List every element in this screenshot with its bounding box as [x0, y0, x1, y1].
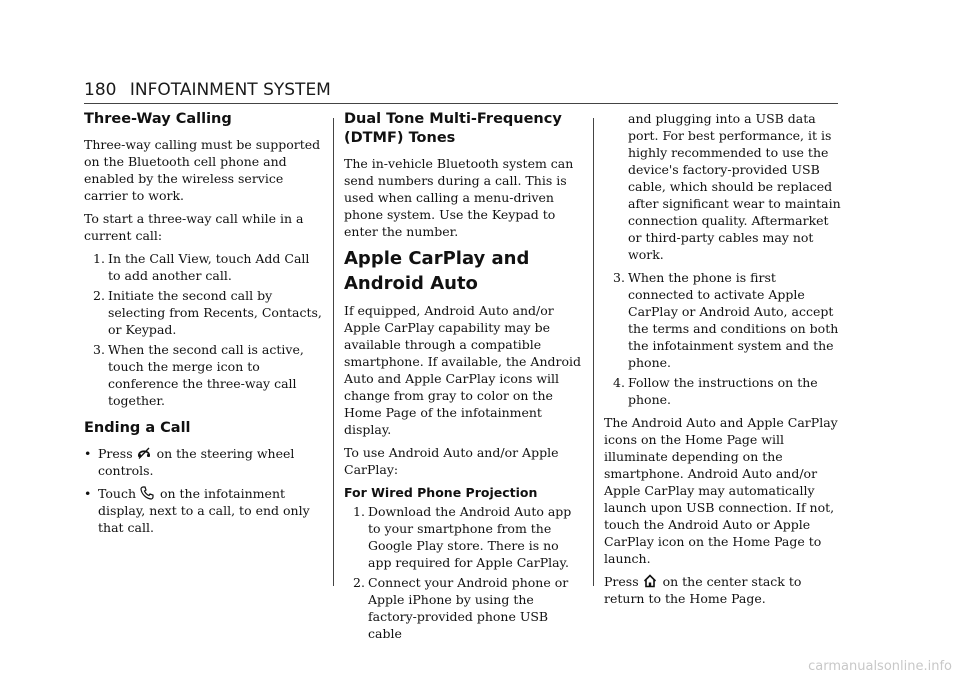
list-item	[604, 374, 842, 408]
heading-ending-a-call: Ending a Call	[84, 420, 191, 436]
list-item	[84, 341, 322, 409]
bullet-marker: •	[84, 446, 92, 461]
list-item	[344, 503, 582, 571]
paragraph: To use Android Auto and/or Apple CarPlay:	[344, 445, 559, 477]
column-1	[84, 110, 322, 542]
bullet-text: Press	[98, 446, 133, 461]
heading-apple-carplay-android-auto: Apple CarPlay and Android Auto	[344, 248, 530, 294]
paragraph-text: Press	[604, 574, 639, 589]
step-text: When the phone is first connected to activate Apple CarPlay or Android Auto, accept the terms and conditions on both the infotainment system and the phone.	[628, 270, 839, 370]
list-item	[604, 110, 842, 263]
list-item	[84, 250, 322, 284]
paragraph: The Android Auto and Apple CarPlay icons on the Home Page will illuminate depending on the smartphone. Android Auto and/or Apple CarPlay may automatically launch upon USB connection. If not, touch the Android Auto or Apple CarPlay icon on the Home Page to launch.	[604, 415, 838, 566]
paragraph-text: on the center stack to return to the Home Page.	[604, 574, 802, 606]
column-2	[344, 110, 582, 648]
steering-wheel-end-call-icon	[137, 446, 151, 460]
section-title: INFOTAINMENT SYSTEM	[129, 80, 331, 100]
bullet-text: Touch	[98, 486, 136, 501]
column-3	[604, 110, 842, 613]
page-header	[84, 80, 838, 100]
list-item	[604, 269, 842, 371]
list-item	[84, 287, 322, 338]
phone-hangup-icon	[140, 486, 154, 500]
steps-list	[604, 269, 842, 408]
step-number: 2.	[353, 575, 365, 590]
heading-dtmf-tones: Dual Tone Multi-Frequency (DTMF) Tones	[344, 111, 562, 146]
step-text: Initiate the second call by selecting from Recents, Contacts, or Keypad.	[108, 288, 322, 337]
step-text: In the Call View, touch Add Call to add another call.	[108, 251, 310, 283]
heading-three-way-calling: Three-Way Calling	[84, 111, 232, 127]
steps-list-continued	[604, 110, 842, 263]
bullet-text: on the infotainment display, next to a call, to end only that call.	[98, 486, 310, 535]
step-text: Follow the instructions on the phone.	[628, 375, 818, 407]
steps-list	[84, 250, 322, 409]
column-divider-1	[333, 118, 334, 586]
paragraph: The in-vehicle Bluetooth system can send numbers during a call. This is used when calling a menu-driven phone system. Use the Keypad to enter the number.	[344, 156, 574, 239]
paragraph: If equipped, Android Auto and/or Apple CarPlay capability may be available through a compatible smartphone. If available, the Android Auto and Apple CarPlay icons will change from gray to color on the Home Page of the infotainment display.	[344, 303, 582, 437]
bullet-marker: •	[84, 486, 92, 501]
step-number: 1.	[93, 251, 105, 266]
step-text: Download the Android Auto app to your smartphone from the Google Play store. There is no app required for Apple CarPlay.	[368, 504, 572, 570]
list-item	[344, 574, 582, 642]
steps-list	[344, 503, 582, 642]
step-number: 4.	[613, 375, 625, 390]
step-number: 3.	[613, 270, 625, 285]
list-item	[84, 485, 322, 536]
paragraph: Three-way calling must be supported on the Bluetooth cell phone and enabled by the wireless service carrier to work.	[84, 137, 321, 203]
watermark: carmanualsonline.info	[808, 659, 952, 674]
step-number: 2.	[93, 288, 105, 303]
bullet-list	[84, 445, 322, 536]
list-item	[84, 445, 322, 479]
step-text: Connect your Android phone or Apple iPhone by using the factory-provided phone USB cable	[368, 575, 569, 641]
step-text: and plugging into a USB data port. For best performance, it is highly recommended to use the device's factory-provided USB cable, which should be replaced after significant wear to maintain connection quality. Aftermarket or third-party cables may not work.	[628, 111, 841, 262]
step-number: 1.	[353, 504, 365, 519]
header-rule	[84, 103, 838, 104]
page-number: 180	[84, 80, 117, 100]
paragraph: To start a three-way call while in a current call:	[84, 211, 304, 243]
column-divider-2	[593, 118, 594, 586]
step-text: When the second call is active, touch the merge icon to conference the three-way call together.	[108, 342, 304, 408]
home-icon	[643, 574, 657, 588]
paragraph	[604, 573, 842, 607]
subheading-wired-phone-projection: For Wired Phone Projection	[344, 485, 538, 500]
bullet-text: on the steering wheel controls.	[98, 446, 295, 478]
step-number: 3.	[93, 342, 105, 357]
